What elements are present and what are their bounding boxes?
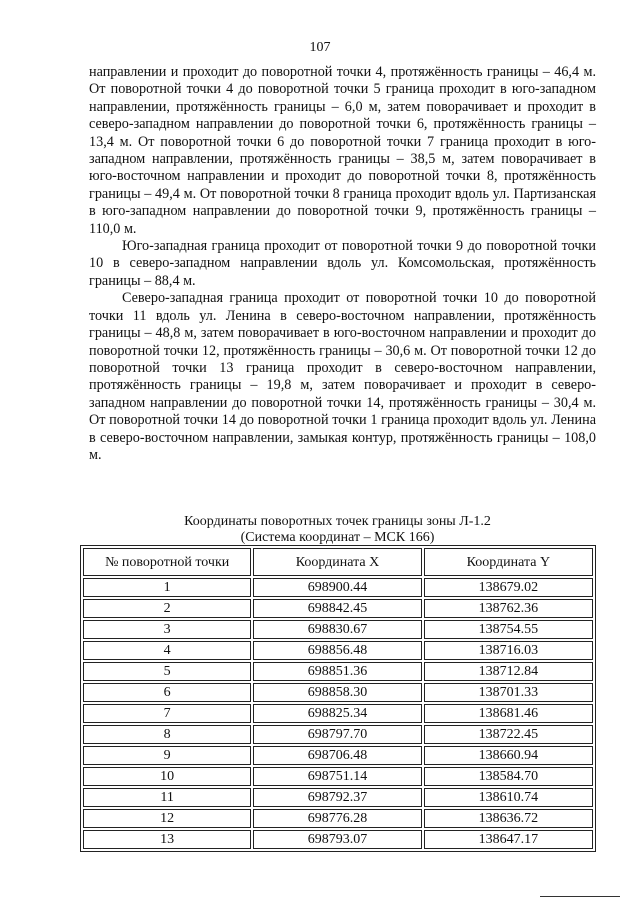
table-row [83, 788, 593, 807]
table-row [83, 662, 593, 681]
cell-coordinate-y: 138681.46 [424, 704, 593, 723]
paragraph: направлении и проходит до поворотной точки 4, протяжённость границы – 46,4 м. От поворотной точки 4 до поворотной точки 5 граница проходит в юго-западном направлении, протяжённость границы – 6,0 м, затем поворачивает и проходит в северо-западном направлении до поворотной точки 6, протяжённость границы – 13,4 м. От поворотной точки 6 до поворотной точки 7 граница проходит в юго-западном направлении, протяжённость границы – 38,5 м, затем поворачивает в юго-восточном направлении и проходит до поворотной точки 8, протяжённость границы – 49,4 м. От поворотной точки 8 граница проходит вдоль ул. Партизанская в юго-западном направлении до поворотной точки 9, протяжённость границы – 110,0 м. [89, 64, 596, 237]
page-number: 107 [309, 40, 331, 55]
table-row [83, 683, 593, 702]
table-header-row [83, 548, 593, 576]
table-row [83, 830, 593, 849]
cell-point-number: 2 [83, 599, 251, 618]
table-row [83, 578, 593, 597]
table-row [83, 599, 593, 618]
cell-coordinate-x: 698792.37 [253, 788, 421, 807]
cell-coordinate-y: 138679.02 [424, 578, 593, 597]
cell-coordinate-y: 138712.84 [424, 662, 593, 681]
cell-point-number: 12 [83, 809, 251, 828]
cell-coordinate-x: 698856.48 [253, 641, 421, 660]
paragraph: Юго-западная граница проходит от поворотной точки 9 до поворотной точки 10 в северо-западном направлении вдоль ул. Комсомольская, протяжённость границы – 88,4 м. [89, 238, 596, 289]
table-row [83, 704, 593, 723]
cell-point-number: 10 [83, 767, 251, 786]
cell-coordinate-x: 698776.28 [253, 809, 421, 828]
column-header-point: № поворотной точки [83, 548, 251, 576]
cell-coordinate-x: 698751.14 [253, 767, 421, 786]
cell-coordinate-y: 138636.72 [424, 809, 593, 828]
footer-divider [540, 896, 620, 897]
cell-point-number: 4 [83, 641, 251, 660]
cell-point-number: 8 [83, 725, 251, 744]
cell-coordinate-y: 138722.45 [424, 725, 593, 744]
table-caption [80, 514, 595, 546]
cell-point-number: 9 [83, 746, 251, 765]
cell-coordinate-x: 698797.70 [253, 725, 421, 744]
cell-coordinate-y: 138762.36 [424, 599, 593, 618]
cell-point-number: 5 [83, 662, 251, 681]
cell-point-number: 1 [83, 578, 251, 597]
cell-point-number: 3 [83, 620, 251, 639]
cell-point-number: 11 [83, 788, 251, 807]
body-text [89, 64, 596, 464]
column-header-x: Координата X [253, 548, 421, 576]
cell-point-number: 7 [83, 704, 251, 723]
paragraph: Северо-западная граница проходит от поворотной точки 10 до поворотной точки 11 вдоль ул. Ленина в северо-восточном направлении, протяжённость границы – 48,8 м, затем поворачивает в юго-восточном направлении и проходит до поворотной точки 12, протяжённость границы – 30,6 м. От поворотной точки 12 до поворотной точки 13 граница проходит в северо-восточном направлении, протяжённость границы – 19,8 м, затем поворачивает и проходит в северо-западном направлении до поворотной точки 14, протяжённость границы – 30,4 м. От поворотной точки 14 до поворотной точки 1 граница проходит вдоль ул. Ленина в северо-восточном направлении, замыкая контур, протяжённость границы – 108,0 м. [89, 290, 596, 463]
cell-coordinate-x: 698858.30 [253, 683, 421, 702]
table-caption-title: Координаты поворотных точек границы зоны Л-1.2 [184, 514, 491, 529]
cell-coordinate-x: 698842.45 [253, 599, 421, 618]
column-header-y: Координата Y [424, 548, 593, 576]
cell-coordinate-y: 138754.55 [424, 620, 593, 639]
cell-coordinate-y: 138647.17 [424, 830, 593, 849]
table-row [83, 620, 593, 639]
coordinates-table [80, 545, 596, 852]
table-row [83, 641, 593, 660]
table-row [83, 746, 593, 765]
cell-coordinate-y: 138716.03 [424, 641, 593, 660]
cell-point-number: 6 [83, 683, 251, 702]
table-caption-subtitle: (Система координат – МСК 166) [240, 530, 435, 545]
cell-coordinate-x: 698825.34 [253, 704, 421, 723]
table-row [83, 767, 593, 786]
cell-coordinate-x: 698851.36 [253, 662, 421, 681]
cell-coordinate-y: 138610.74 [424, 788, 593, 807]
cell-point-number: 13 [83, 830, 251, 849]
cell-coordinate-x: 698830.67 [253, 620, 421, 639]
cell-coordinate-x: 698706.48 [253, 746, 421, 765]
cell-coordinate-x: 698900.44 [253, 578, 421, 597]
table-row [83, 725, 593, 744]
cell-coordinate-y: 138584.70 [424, 767, 593, 786]
cell-coordinate-x: 698793.07 [253, 830, 421, 849]
table-row [83, 809, 593, 828]
cell-coordinate-y: 138660.94 [424, 746, 593, 765]
cell-coordinate-y: 138701.33 [424, 683, 593, 702]
